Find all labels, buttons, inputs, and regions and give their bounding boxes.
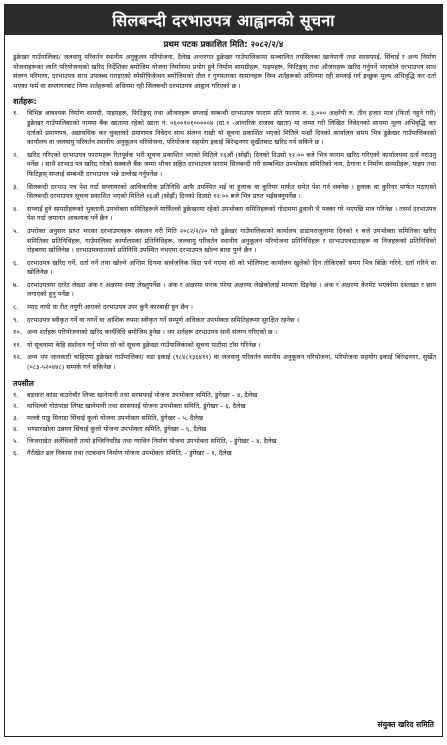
notice-title: सिलबन्दी दरभाउपत्र आह्वानको सूचना (5, 5, 442, 35)
terms-heading: शर्तहरू: (13, 97, 37, 107)
copy-number: २. (13, 402, 19, 411)
copy-item (13, 425, 436, 435)
term-item (13, 109, 436, 147)
term-text: विभिन्न आवश्यक निर्माण सामग्री, पाइपहरू, फिटिङ्गस् तथा औजारहरू सप्लाई सम्बन्धी दरभाउपत्र फाराम प्रति फाराम रु. ३,००० अक्षरेपी रु. तीन हजार मात्र (फिर्ता नहुने गरी) डुक्रेखर गाउँपालिकाको नाममा बैंक खातामा रहेको खाता नं. ०६००१०१०००००४ (ग्रा.१ -आन्तरिक राजस्व खाता) मा जम्मा गरी लिखित निवेदनको साथमा मूल्य अभिवृद्धि कर दर्ताको प्रमाणपत्र, अद्यावधिक कर चुक्ताको प्रमाणपत्र निवेदन साथ संलग्न राखी यो सूचना प्रकाशित भएको मितिले पन्ध्रौं दिनको कार्यालय समय भित्र डुक्रेखर गाउँपालिकाको कार्यालय वा जलवायु परिवर्तन स्थानीय अनुकूलन परियोजना, परियोजना सहयोग इकाई बिरेन्द्रनगर सुर्खेतबाट खरिद गर्न सकिने छ । (27, 109, 436, 147)
term-item (13, 227, 436, 256)
term-item (13, 316, 436, 326)
term-item (13, 303, 436, 313)
term-item (13, 151, 436, 180)
copy-text: बडधारा कांडा वाउनेचौर लिफ्ट खानेपानी तथा सरसफाई योजना उपभोक्ता समिति, डुंगेखर – ४, दैलेख (27, 390, 258, 399)
notice-page (4, 4, 443, 737)
term-number: ३. (13, 182, 19, 191)
term-text: दरभाउपत्रमा दररेट लेख्दा अंक र अक्षरमा स्पष्ट लेख्नुपर्नेछ । अंक र अक्षरमा फरक परेमा अक्षरमा लेखेकोलाई मान्यता दिइनेछ । अंक र अक्षरमा केरमेट भएकोमा दस्तखत र छाप लगाएको हुनु पर्नेछ । (27, 280, 436, 299)
term-item (13, 341, 436, 351)
copy-text: भण्डारखोला उन्नयन सिंचाई कुलो योजना उपभोक्ता समिति, डुंगेखर – ६, दैलेख (27, 425, 207, 434)
term-number: ६. (13, 258, 19, 267)
term-text: म्याद नाघी वा रीत नपुगी आएको दरभाउपत्र उपर कुनै कारबाही हुन छैन । (27, 303, 193, 312)
copy-text: माथिल्लो गोठपाडा लिफ्ट खानेपानी तथा सरसफाई योजना उपभोक्ता समिति, डुंगेखर – ६, दैलेख (27, 402, 246, 411)
signatory: संयुक्त खरिद समिति (377, 720, 434, 729)
term-number: ७. (13, 280, 19, 289)
copy-text: जिजराखेत अर्लेचिवारी तायो इन्जिनियरिड तथा ग्याविन निर्माण योजना उपभोक्ता समिति, - डुंगेखर – ४, दैलेख (27, 437, 277, 445)
copies-list (13, 391, 436, 459)
term-text: दरभाउपत्र स्वीकृत गर्ने वा नगर्ने वा आंशिक रुपमा स्वीकृत गर्ने सम्पूर्ण अधिकार उपभोक्ता समितिहरूमा सुरक्षित रहनेछ । (27, 315, 300, 324)
copy-item (13, 414, 436, 424)
term-text: खरिद गरिएको दरभाउपत्र फारामहरू रितपूर्वक भरी सूचना प्रकाशित भएको मितिले १६औं (सोह्रौं) दिनको दिउसो १२:०० बजे भित्र फाराम खरिद गरिएको कार्यालयमा दर्ता गराउनु पर्नेछ । साथै दरभाउ पत्र खरिद गरेको सक्कलै बैंक जम्मा भौचर सहित दरभाउपत्र फाराम सिलबन्दी गरी सम्बन्धित उपभोक्ता समितिको नाम, ठेगाना र निर्माण सामग्रीहरू, पाइप तथा फिटिङ्गस् सप्लाई सम्बन्धी दरभाउपत्र भन्ने उल्लेख गर्नुपर्नेछ । (27, 150, 436, 178)
copy-number: ५. (13, 437, 19, 445)
copies-heading: तपसील (13, 378, 34, 388)
term-item (13, 328, 436, 338)
term-item (13, 281, 436, 300)
term-text: अन्य शर्तहरू परियोजनाको खरिद कार्यविधि बमोजिम हुनेछ । थप शर्तहरू दरभाउपत्र साथै संलग्न गरिएको छ । (27, 328, 277, 337)
term-item (13, 259, 436, 278)
term-number: १०. (13, 328, 22, 337)
term-number: ९. (13, 315, 19, 324)
term-item (13, 205, 436, 224)
notice-intro: डुक्रेखर गाउँपालिका/ जलवायु परिवर्तन स्थानीय अनुकूलन परियोजना, दैलेख अन्तरगत डुक्रेखर गाउँपालिकामा सञ्चालित तपसिलका खानेपानी तथा सरसफाई, सिंचाई र अन्य निर्माण योजनाहरूका लागि परियोजनाको खरिद निर्देशिका बमोजिम योजना निर्माणमा प्रयोग हुने निर्माण सामग्रीहरू, पाइपहरू, फिटिङ्गस् तथा औजारहरू खरिद गर्नुपर्ने भएकोले दरभाउपत्र साथ संलग्न परिमाण, दरभाउपत्र साथ उपलब्ध गराइएको स्पेसीफिकेसन बमोजिमको तौल र गुणस्तरका सामानहरू निम्न शर्तहरूको अधिनमा रही सप्लाई गर्न इच्छुक मूल्य अभिवृद्धि कर दर्ता भएका फर्म वा सप्लायरबाट निम्न शर्तहरूको अधिनमा रही सिलबन्दी दरभाउपत्र आह्वान गरिएको छ । (13, 53, 436, 90)
copy-text: मल्लो पाडु मिनाडा सिंचाई कुलो योजना उपभोक्ता समिति, डुंगेखर – ५, दैलेख (27, 413, 204, 422)
term-number: ८. (13, 303, 19, 312)
term-item (13, 183, 436, 202)
term-text: सिलबन्दी दरभाउ पत्र पेश गर्दा सप्लायरको आधिकारिक प्रतिनिधि आफै उपस्थित भई वा हुलाक वा कुरियर मार्फत समेत पेश गर्न सक्नेछ । हुलाक वा कुरियर मार्फत पठाएको सिलबन्दी दरभाउपत्र सूचना प्रकाशित भएको मितिले १६औं (सोह्रौं) दिनको दिउसो १२:०० बजे भित्र प्राप्त भईसक्नुपर्नेछ । (27, 182, 436, 201)
copy-item (13, 437, 436, 447)
term-number: ५. (13, 226, 19, 235)
term-text: अन्य थप जानकारी चाहिएमा डुक्रेखर गाउँपालिका/ वडा इकाई (९८४८१३६४१९) वा जलवायु परिवर्तन स्थानीय अनुकूलन परियोजना, परियोजना सहयोग इकाई बिरेन्द्रनगर, सुर्खेत (०८३-५२०४४८) सम्पर्क गर्न सकिनेछ । (27, 353, 436, 372)
copy-number: ४. (13, 425, 19, 434)
copy-item (13, 402, 436, 412)
term-text: दरभाउपत्र खरिद गर्ने, दर्ता गर्ने तथा खोल्ने अन्तिम दिनमा सार्वजनिक विदा पर्न गएमा सो को भोलिपल्ट कार्यालय खुलेको दिन तोकिएको समय भित्र बिक्रि गरिने, दर्ता गरिने वा खोलिनेछ । (27, 258, 436, 277)
term-text: यो सूचनामा केहि संशोधन गर्नु परेमा सो को सूचना डुक्रेखर गाउँपालिकाको सूचना पाटीमा टाँस गरिनेछ । (27, 340, 261, 349)
copy-number: १. (13, 390, 19, 399)
term-number: ४. (13, 204, 19, 213)
publication-date: प्रथम पटक प्रकाशित मिति: २०८२/२/४ (163, 40, 284, 50)
terms-list (13, 109, 436, 372)
term-number: २. (13, 150, 19, 159)
copy-number: ६. (13, 448, 19, 457)
term-number: १२. (13, 353, 22, 362)
term-item (13, 353, 436, 372)
term-text: सप्लाई हुने सामग्रीहरूको भुक्तानी उपभोक्ता समितिहरूले मार्फिल्लो डुक्रेखरमा रहेको उपभोक्ता समितिहरूको गोदाममा ढुवानी भै पक्का गरे भएपछि मात्र गरिनेछ । तसर्थ दरभाउपत्र पेश गर्दा जमानत आवश्यक पर्ने छैन । (27, 204, 436, 223)
term-text: उपरोक्त अनुसार प्राप्त भएका दरभाउपत्रहरू संकलन गरी मिति २०८२/२/२० गते डुक्रेखर गाउँपालिकाको कार्यालय डाडापराजुलामा दिनको १ बजे उपभोक्ता समितिका खरिद समितिका प्रतिनिधिहरू, गाउँपालिका कार्यालयका प्रतिनिधिहरू, जलवायु परिवर्तन स्थानीय अनुकूलन परियोजना प्रतिनिधिहरू र दरभाउपत्रदाताहरू वा निजहरूको प्रतिनिधिको रोहबरमा खोलिनेछ । दरभाउपत्रदाताको प्रतिनिधि उपस्थित नभएमा दरभाउपत्र खोल्न बाधा पुग्ने छैन । (27, 226, 436, 255)
copy-item (13, 391, 436, 401)
term-number: ११. (13, 340, 22, 349)
copy-number: ३. (13, 413, 19, 422)
copy-text: गैरीखेत ढल निकास तथा तटबन्धन निर्माण योजना उपभोक्ता समिति, - डुंगेखर – १, दैलेख (27, 448, 232, 457)
copy-item (13, 449, 436, 459)
term-number: १. (13, 109, 19, 118)
